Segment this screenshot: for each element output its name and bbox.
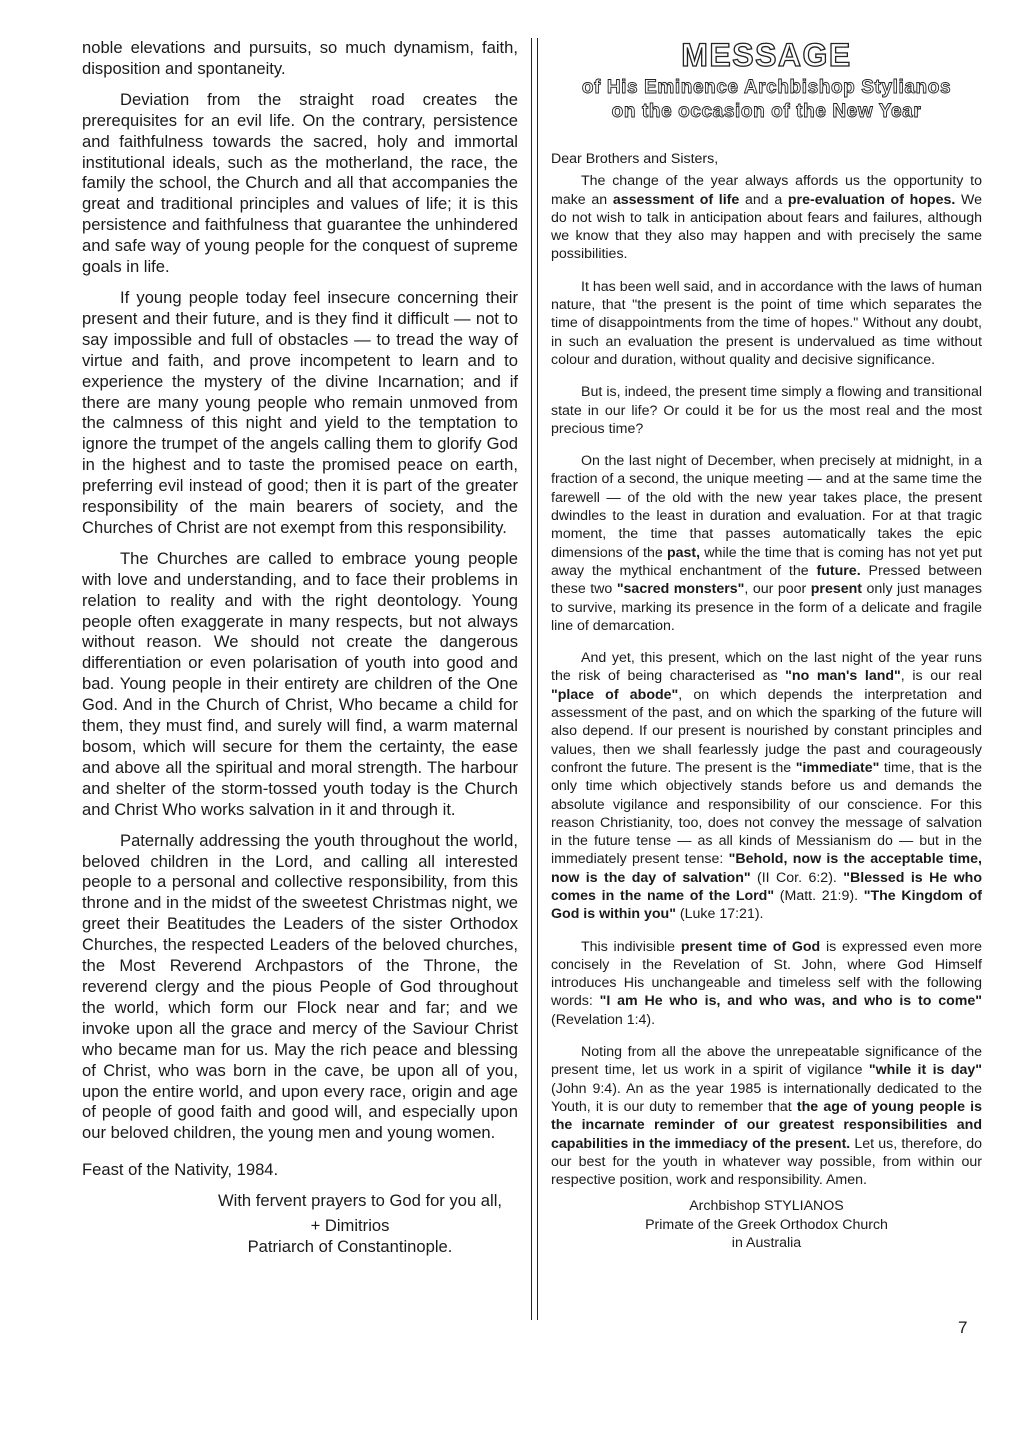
- signature-name: Archbishop STYLIANOS: [689, 1198, 844, 1215]
- closing-line: With fervent prayers to God for you all,: [217, 1191, 503, 1211]
- left-paragraph-1: noble elevations and pursuits, so much dynamism, faith, disposition and spontaneity.: [82, 38, 518, 78]
- right-column: [551, 38, 982, 1253]
- right-paragraph-4: On the last night of December, when precisely at midnight, in a fraction of a second, the unique meeting — and at the same time the farewell — of the old with the new year takes place, the present dwindles to the least in duration and evaluation. For at that tragic moment, the time that passes automatically takes the epic dimensions of the past, while the time that is coming has not yet put away the mythical enchantment of the future. Pressed between these two "sacred monsters", our poor present only just manages to survive, marking its presence in the form of a delicate and fragile line of demarcation.: [551, 453, 983, 634]
- salutation: Dear Brothers and Sisters,: [551, 151, 719, 167]
- message-subtitle-2: on the occasion of the New Year: [611, 101, 922, 122]
- message-subtitle-1: of His Eminence Archbishop Stylianos: [581, 77, 952, 98]
- feast-date: Feast of the Nativity, 1984.: [82, 1160, 279, 1180]
- signature-title: Primate of the Greek Orthodox Church: [645, 1216, 888, 1233]
- right-paragraph-1: The change of the year always affords us the opportunity to make an assessment of life and a pre-evaluation of hopes. We do not wish to talk in anticipation about fears and failures, although we know that they also may happen and with precisely the same possibilities.: [551, 173, 983, 263]
- right-paragraph-6: This indivisible present time of God is expressed even more concisely in the Revelation of St. John, where God Himself introduces His unchangeable and timeless self with the following words: "I am He who is, and who was, and who is to come" (Revelation 1:4).: [551, 938, 983, 1028]
- right-paragraph-5: And yet, this present, which on the last night of the year runs the risk of being characterised as "no man's land", is our real "place of abode", on which depends the interpretation and assessment of the past, and on which the sparking of the future will also depend. If our present is nourished by constant principles and values, then we shall fearlessly judge the past and courageously confront the future. The present is the "immediate" time, that is the only time which objectively stands before us and demands the absolute vigilance and responsibility of our conscience. For this reason Christianity, too, does not convey the message of salvation in the future tense — as all kinds of Messianism do — but in the immediately present tense: "Behold, now is the acceptable time, now is the day of salvation" (II Cor. 6:2). "Blessed is He who comes in the name of the Lord" (Matt. 21:9). "The Kingdom of God is within you" (Luke 17:21).: [551, 650, 982, 923]
- left-paragraph-2: Deviation from the straight road creates the prerequisites for an evil life. On the contrary, persistence and faithfulness towards the sacred, holy and immortal institutional ideals, such as the motherland, the race, the family the school, the Church and all that accompanies the great and traditional principles and values of life; it is this persistence and faithfulness that guarantee the unhindered and safe way of young people for the conquest of supreme goals in life.: [82, 89, 518, 277]
- left-paragraph-5: Paternally addressing the youth throughout the world, beloved children in the Lord, and calling all interested people to a personal and collective responsibility, from this throne and in the midst of the sweetest Christmas night, we greet their Beatitudes the Leaders of the sister Orthodox Churches, the respected Leaders of the beloved churches, the Most Reverend Archpastors of the Throne, the reverend clergy and the pious People of God throughout the world, which form our Flock near and far; and we invoke upon all the grace and mercy of the Saviour Christ who became man for us. May the rich peace and blessing of Christ, who was born in the cave, be upon all of you, upon the entire world, and upon every race, origin and age of people of good faith and good will, and especially upon our beloved children, the young men and young women.: [82, 830, 518, 1143]
- message-title: MESSAGE: [681, 37, 852, 73]
- right-paragraph-3: But is, indeed, the present time simply a flowing and transitional state in our life? Or could it be for us the most real and the most precious time?: [551, 384, 982, 437]
- left-paragraph-3: If young people today feel insecure concerning their present and their future, and is they find it difficult — not to say impossible and full of obstacles — to tread the way of virtue and faith, and prove incompetent to learn and to experience the mystery of the divine Incarnation; and if there are many young people who remain unmoved from the calmness of this night and yield to the temptation to ignore the trumpet of the angels calling them to glorify God in the highest and to taste the promised peace on earth, preferring evil instead of good; then it is part of the greater responsibility of the main bearers of society, and the Churches of Christ are not exempt from this responsibility.: [82, 287, 518, 537]
- column-divider: [531, 38, 538, 1320]
- right-paragraph-2: It has been well said, and in accordance with the laws of human nature, that "the present is the point of time which separates the time of disappointments from the time of hopes." Without any doubt, in such an evaluation the present is undervalued as time without colour and duration, without quality and decisive significance.: [551, 278, 982, 368]
- signature-place: in Australia: [731, 1235, 802, 1252]
- archbishop-signature: [551, 1197, 982, 1253]
- left-paragraph-4: The Churches are called to embrace young people with love and understanding, and to face their problems in relation to reality and with the right deontology. Young people often exaggerate in many respects, but not always without reason. We should not create the dangerous differentiation or even polarisation of youth into good and bad. Young people in their entirety are children of the One God. And in the Church of Christ, Who became a child for them, they must find, and surely will find, a warm maternal bosom, which will secure for them the certainty, the ease and above all the spiritual and moral strength. The harbour and shelter of the storm-tossed youth today is the Church and Christ Who works salvation in it and through it.: [82, 548, 518, 819]
- right-paragraph-7: Noting from all the above the unrepeatable significance of the present time, let us work in a spirit of vigilance "while it is day" (John 9:4). An as the year 1985 is internationally dedicated to the Youth, it is our duty to remember that the age of young people is the incarnate reminder of our greatest responsibilities and capabilities in the immediacy of the present. Let us, therefore, do our best for the youth in whatever way possible, from within our respective position, work and responsibility. Amen.: [551, 1044, 982, 1189]
- page-number: 7: [958, 1318, 968, 1337]
- signer-name: + Dimitrios: [310, 1216, 390, 1236]
- signer-title: Patriarch of Constantinople.: [247, 1236, 453, 1256]
- left-column: [82, 38, 518, 1258]
